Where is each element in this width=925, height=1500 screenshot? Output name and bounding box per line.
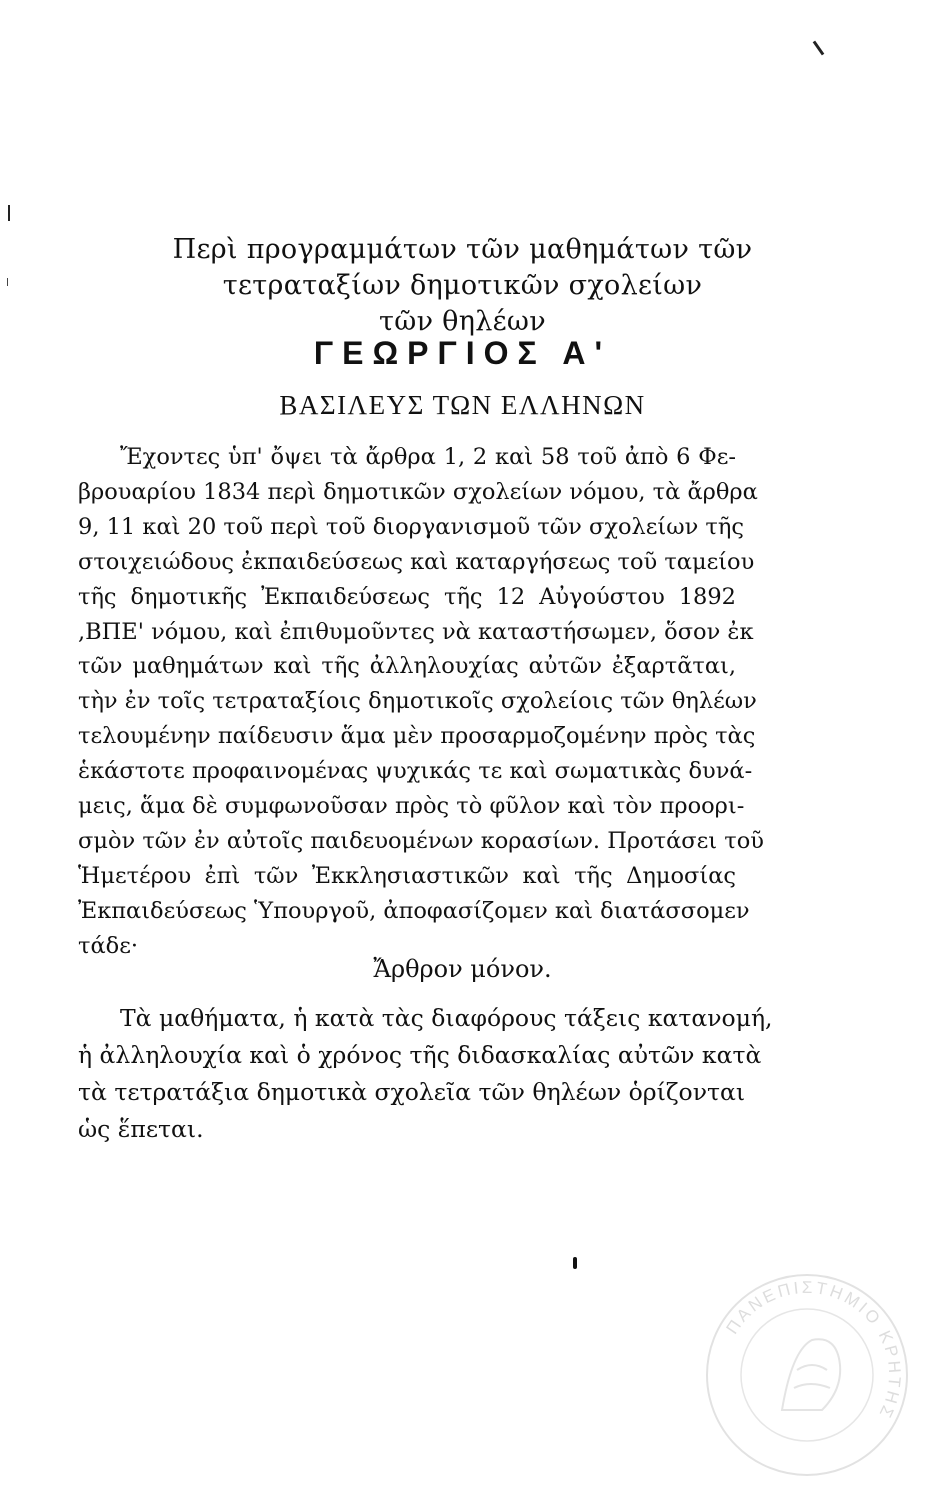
preamble-line: Ἔχοντες ὑπ' ὄψει τὰ ἄρθρα 1, 2 καὶ 58 τοῦ ἀπὸ 6 Φε- — [120, 444, 736, 470]
kingdom-heading: ΒΑΣΙΛΕΥΣ ΤΩΝ ΕΛΛΗΝΩΝ — [279, 390, 646, 420]
preamble-line: μεις, ἅμα δὲ συμφωνοῦσαν πρὸς τὸ φῦλον καὶ τὸν προορι- — [78, 793, 745, 820]
article-paragraph — [78, 1000, 773, 1148]
scan-speck-left-margin — [8, 205, 10, 221]
preamble-line: Ἐκπαιδεύσεως Ὑπουργοῦ, ἀποφασίζομεν καὶ διατάσσομεν — [78, 897, 750, 924]
preamble-line: βρουαρίου 1834 περὶ δημοτικῶν σχολείων νόμου, τὰ ἄρθρα — [78, 478, 758, 505]
title-line: τετραταξίων δημοτικῶν σχολείων — [222, 270, 703, 301]
preamble-line: τὴν ἐν τοῖς τετραταξίοις δημοτικοῖς σχολείοις τῶν θηλέων — [78, 688, 757, 715]
preamble-line: στοιχειώδους ἐκπαιδεύσεως καὶ καταργήσεως τοῦ ταμείου — [78, 548, 755, 575]
title-line: τῶν θηλέων — [379, 306, 546, 337]
preamble-line: τῶν μαθημάτων καὶ τῆς ἀλληλουχίας αὐτῶν ἐξαρτᾶται, — [78, 653, 736, 680]
preamble-paragraph — [78, 440, 764, 964]
preamble-line: ,ΒΠΕ' νόμου, καὶ ἐπιθυμοῦντες νὰ καταστήσωμεν, ὅσον ἐκ — [78, 618, 754, 645]
university-stamp — [702, 1270, 912, 1480]
scan-speck-top-right — [813, 41, 825, 56]
article-heading: Ἄρθρον μόνον. — [373, 955, 552, 983]
preamble-line: ἑκάστοτε προφαινομένας ψυχικάς τε καὶ σωματικὰς δυνά- — [78, 758, 753, 785]
preamble-line: τῆς δημοτικῆς Ἐκπαιδεύσεως τῆς 12 Αὐγούστου 1892 — [78, 583, 736, 610]
stamp-text: ΠΑΝΕΠΙΣΤΗΜΙΟ ΚΡΗΤΗΣ — [722, 1277, 905, 1424]
king-name: ΓΕΩΡΓΙΟΣ Α' — [313, 335, 612, 371]
preamble-line: σμὸν τῶν ἐν αὐτοῖς παιδευομένων κορασίων. Προτάσει τοῦ — [78, 827, 764, 854]
article-line: Τὰ μαθήματα, ἡ κατὰ τὰς διαφόρους τάξεις κατανομή, — [120, 1004, 773, 1032]
preamble-line: 9, 11 καὶ 20 τοῦ περὶ τοῦ διοργανισμοῦ τῶν σχολείων τῆς — [78, 513, 744, 540]
title-line: Περὶ προγραμμάτων τῶν μαθημάτων τῶν — [172, 234, 753, 265]
article-line: ἡ ἀλληλουχία καὶ ὁ χρόνος τῆς διδασκαλίας αὐτῶν κατὰ — [78, 1041, 762, 1069]
preamble-line: τελουμένην παίδευσιν ἅμα μὲν προσαρμοζομένην πρὸς τὰς — [78, 723, 756, 750]
article-line: ὡς ἕπεται. — [78, 1115, 204, 1143]
preamble-line: Ἡμετέρου ἐπὶ τῶν Ἐκκλησιαστικῶν καὶ τῆς Δημοσίας — [78, 862, 736, 889]
preamble-line: τάδε· — [78, 932, 138, 959]
svg-text:ΠΑΝΕΠΙΣΤΗΜΙΟ ΚΡΗΤΗΣ — [722, 1278, 904, 1423]
scan-speck-bottom — [573, 1257, 577, 1269]
article-line: τὰ τετρατάξια δημοτικὰ σχολεῖα τῶν θηλέων ὁρίζονται — [78, 1078, 746, 1106]
decree-title — [0, 232, 925, 340]
